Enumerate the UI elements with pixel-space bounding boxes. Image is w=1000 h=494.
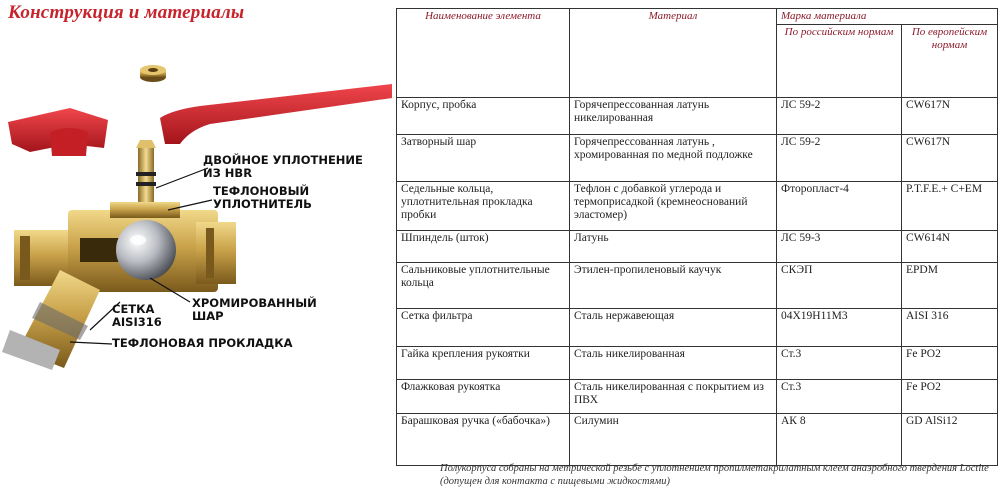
callout-double-seal: [203, 154, 363, 180]
cell-material: Сталь никелированная с покрытием из ПВХ: [570, 380, 777, 414]
header-grade: Марка материала: [777, 9, 998, 25]
cell-element: Сетка фильтра: [397, 309, 570, 347]
cell-material: Латунь: [570, 231, 777, 263]
cell-element: Флажковая рукоятка: [397, 380, 570, 414]
cell-grade-ru: 04Х19Н11М3: [777, 309, 902, 347]
spindle: [136, 140, 156, 208]
cell-grade-ru: ЛС 59-3: [777, 231, 902, 263]
cell-element: Корпус, пробка: [397, 98, 570, 135]
cell-grade-eu: P.T.F.E.+ C+EM: [902, 182, 998, 231]
cell-grade-eu: Fe PO2: [902, 380, 998, 414]
cell-material: Силумин: [570, 414, 777, 466]
footnote: Полукорпуса собраны на метрической резьбе с уплотнением пропилметакрилатным клеем анаэробного твердения Loctite (допущен для контакта с пищевыми жидкостями): [440, 463, 989, 487]
header-grade-ru: По российским нормам: [777, 25, 902, 98]
cell-element: Барашковая ручка («бабочка»): [397, 414, 570, 466]
table-row: [397, 182, 998, 231]
cell-grade-ru: Ст.3: [777, 347, 902, 380]
cell-material: Горячепрессованная латунь никелированная: [570, 98, 777, 135]
cell-grade-eu: CW617N: [902, 135, 998, 182]
cell-material: Горячепрессованная латунь , хромированная по медной подложке: [570, 135, 777, 182]
cell-grade-eu: GD AlSi12: [902, 414, 998, 466]
cell-grade-eu: Fe PO2: [902, 347, 998, 380]
table-row: [397, 263, 998, 309]
callout-teflon-seal-line1: ТЕФЛОНОВЫЙ: [213, 184, 310, 198]
nut-cap: [140, 65, 166, 82]
cell-material: Тефлон с добавкой углерода и термоприсадкой (кремнеоснований эластомер): [570, 182, 777, 231]
lever-handle: [160, 84, 392, 144]
header-element: Наименование элемента: [397, 9, 570, 98]
callout-chrome-ball-line2: ШАР: [192, 309, 224, 323]
cell-material: Этилен-пропиленовый каучук: [570, 263, 777, 309]
cell-grade-eu: AISI 316: [902, 309, 998, 347]
cell-element: Сальниковые уплотнительные кольца: [397, 263, 570, 309]
cell-material: Сталь никелированная: [570, 347, 777, 380]
cell-grade-ru: ЛС 59-2: [777, 98, 902, 135]
page-title: Конструкция и материалы: [8, 2, 245, 23]
chrome-ball: [116, 220, 176, 280]
table-row: [397, 231, 998, 263]
callout-double-seal-line1: ДВОЙНОЕ УПЛОТНЕНИЕ: [203, 153, 363, 167]
callout-chrome-ball-line1: ХРОМИРОВАННЫЙ: [192, 296, 317, 310]
callout-mesh: [112, 303, 162, 329]
materials-table: [396, 8, 998, 466]
callout-double-seal-line2: ИЗ HBR: [203, 166, 253, 180]
table-row: [397, 98, 998, 135]
cell-grade-ru: Фторопласт-4: [777, 182, 902, 231]
table-row: [397, 309, 998, 347]
cell-element: Шпиндель (шток): [397, 231, 570, 263]
cell-grade-ru: ЛС 59-2: [777, 135, 902, 182]
cell-grade-ru: АК 8: [777, 414, 902, 466]
cell-element: Седельные кольца, уплотнительная прокладка пробки: [397, 182, 570, 231]
cell-grade-eu: CW614N: [902, 231, 998, 263]
table-row: [397, 347, 998, 380]
cell-grade-eu: EPDM: [902, 263, 998, 309]
callout-teflon-seal: [213, 185, 312, 211]
callout-mesh-line2: AISI316: [112, 315, 162, 329]
callout-mesh-line1: СЕТКА: [112, 302, 155, 316]
callout-teflon-gasket-line1: ТЕФЛОНОВАЯ ПРОКЛАДКА: [112, 336, 293, 350]
table-row: [397, 414, 998, 466]
header-material: Материал: [570, 9, 777, 98]
table-row: [397, 380, 998, 414]
callout-chrome-ball: [192, 297, 317, 323]
callout-teflon-seal-line2: УПЛОТНИТЕЛЬ: [213, 197, 312, 211]
callout-teflon-gasket: [112, 337, 293, 350]
cell-material: Сталь нержавеющая: [570, 309, 777, 347]
cell-grade-eu: CW617N: [902, 98, 998, 135]
cell-grade-ru: СКЭП: [777, 263, 902, 309]
cell-element: Гайка крепления рукоятки: [397, 347, 570, 380]
cell-element: Затворный шар: [397, 135, 570, 182]
butterfly-handle: [8, 108, 108, 156]
header-grade-eu: По европейским нормам: [902, 25, 998, 98]
table-row: [397, 135, 998, 182]
cell-grade-ru: Ст.3: [777, 380, 902, 414]
